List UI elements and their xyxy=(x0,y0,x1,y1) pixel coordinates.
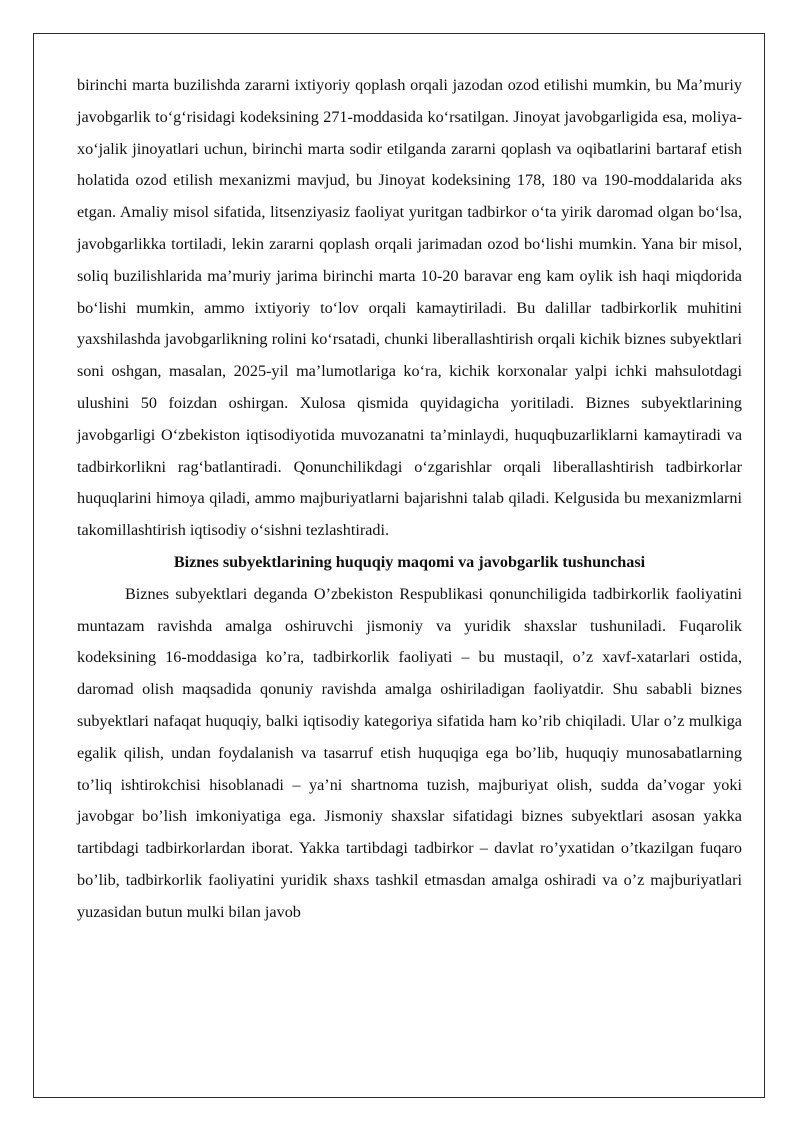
section-heading: Biznes subyektlarining huquqiy maqomi va javobgarlik tushunchasi xyxy=(173,552,646,571)
body-paragraph-2: Biznes subyektlari deganda O’zbekiston Respublikasi qonunchiligida tadbirkorlik faoliyatini muntazam ravishda amalga oshiruvchi jismoniy va yuridik shaxslar tushuniladi. Fuqarolik kodeksining 16-moddasiga ko’ra, tadbirkorlik faoliyati – bu mustaqil, o’z xavf-xatarlari ostida, daromad olish maqsadida qonuniy ravishda amalga oshiriladigan faoliyatdir. Shu sababli biznes subyektlari nafaqat huquqiy, balki iqtisodiy kategoriya sifatida ham ko’rib chiqiladi. Ular o’z mulkiga egalik qilish, undan foydalanish va tasarruf etish huquqiga ega bo’lib, huquqiy munosabatlarning to’liq ishtirokchisi hisoblanadi – ya’ni shartnoma tuzish, majburiyat olish, sudda da’vogar yoki javobgar bo’lish imkoniyatiga ega. Jismoniy shaxslar sifatidagi biznes subyektlari asosan yakka tartibdagi tadbirkorlardan iborat. Yakka tartibdagi tadbirkor – davlat ro’yxatidan o’tkazilgan fuqaro bo’lib, tadbirkorlik faoliyatini yuridik shaxs tashkil etmasdan amalga oshiradi va o’z majburiyatlari yuzasidan butun mulki bilan javob xyxy=(77,584,742,921)
document-body xyxy=(77,70,742,929)
body-paragraph-1: birinchi marta buzilishda zararni ixtiyoriy qoplash orqali jazodan ozod etilishi mumkin, bu Ma’muriy javobgarlik to‘g‘risidagi kodeksining 271-moddasida ko‘rsatilgan. Jinoyat javobgarligida esa, moliya-xo‘jalik jinoyatlari uchun, birinchi marta sodir etilganda zararni qoplash va oqibatlarini bartaraf etish holatida ozod etilish mexanizmi mavjud, bu Jinoyat kodeksining 178, 180 va 190-moddalarida aks etgan. Amaliy misol sifatida, litsenziyasiz faoliyat yuritgan tadbirkor o‘ta yirik daromad olgan bo‘lsa, javobgarlikka tortiladi, lekin zararni qoplash orqali jarimadan ozod bo‘lishi mumkin. Yana bir misol, soliq buzilishlarida ma’muriy jarima birinchi marta 10-20 baravar eng kam oylik ish haqi miqdorida bo‘lishi mumkin, ammo ixtiyoriy to‘lov orqali kamaytiriladi. Bu dalillar tadbirkorlik muhitini yaxshilashda javobgarlikning rolini ko‘rsatadi, chunki liberallashtirish orqali kichik biznes subyektlari soni oshgan, masalan, 2025-yil ma’lumotlariga ko‘ra, kichik korxonalar yalpi ichki mahsulotdagi ulushini 50 foizdan oshirgan. Xulosa qismida quyidagicha yoritiladi. Biznes subyektlarining javobgarligi O‘zbekiston iqtisodiyotida muvozanatni ta’minlaydi, huquqbuzarliklarni kamaytiradi va tadbirkorlikni rag‘batlantiradi. Qonunchilikdagi o‘zgarishlar orqali liberallashtirish tadbirkorlar huquqlarini himoya qiladi, ammo majburiyatlarni bajarishni talab qiladi. Kelgusida bu mexanizmlarni takomillashtirish iqtisodiy o‘sishni tezlashtiradi. xyxy=(77,76,742,540)
